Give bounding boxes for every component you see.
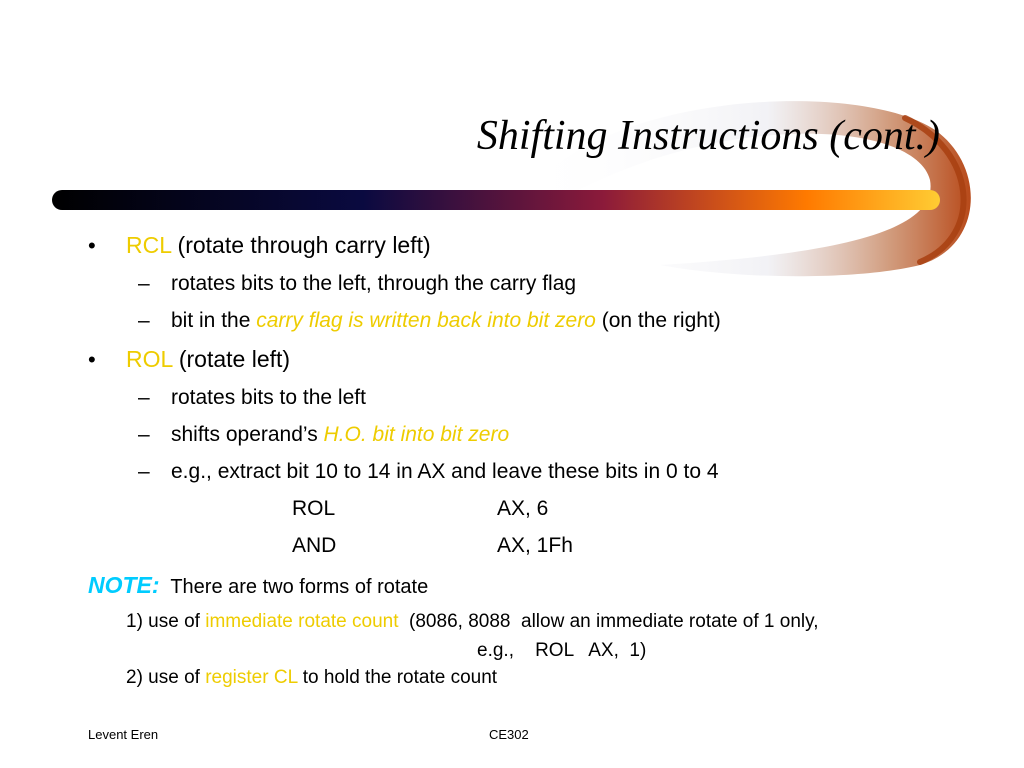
sub-rcl-2-post: (on the right) [595,309,721,332]
note-item-1-post: (8086, 8088 allow an immediate rotate of 1 only, [398,611,819,632]
dash-marker: – [138,423,150,446]
bullet-rol [126,346,290,373]
bullet-marker: • [88,233,96,258]
sub-rol-2 [171,423,509,447]
bullet-marker: • [88,347,96,372]
note-item-2-highlight: register CL [205,667,298,688]
note-item-2-pre: 2) use of [126,667,206,688]
dash-marker: – [138,272,150,295]
bullet-rol-text: (rotate left) [172,346,291,372]
keyword-rcl: RCL [126,232,172,258]
code-op: AND [292,534,337,557]
bullet-rcl [126,232,431,259]
code-op: ROL [292,497,336,520]
note-item-1-highlight: immediate rotate count [205,611,399,632]
sub-rcl-1: rotates bits to the left, through the carry flag [171,272,577,295]
dash-marker: – [138,386,150,409]
bullet-rcl-text: (rotate through carry left) [171,232,431,258]
sub-rcl-2-pre: bit in the [171,309,257,332]
note-label: NOTE: [88,572,160,598]
sub-rol-2-pre: shifts operand’s [171,423,324,446]
slide-title: Shifting Instructions (cont.) [476,113,940,159]
sub-rol-1: rotates bits to the left [171,386,366,409]
note-item-1 [126,611,819,633]
sub-rol-3: e.g., extract bit 10 to 14 in AX and leave these bits in 0 to 4 [171,460,719,483]
note-item-1-pre: 1) use of [126,611,206,632]
code-args: AX, 6 [497,497,549,520]
sub-rol-2-highlight: H.O. bit into bit zero [323,423,510,446]
note-item-2-post: to hold the rotate count [297,667,498,688]
note-item-2 [126,667,497,689]
code-args: AX, 1Fh [497,534,573,557]
note-text: There are two forms of rotate [170,576,429,598]
keyword-rol: ROL [126,346,173,372]
sub-rcl-2 [171,309,721,333]
note-line [88,572,428,599]
note-item-1-cont: e.g., ROL AX, 1) [477,640,647,661]
dash-marker: – [138,309,150,332]
footer-author: Levent Eren [88,727,159,742]
dash-marker: – [138,460,150,483]
sub-rcl-2-highlight: carry flag is written back into bit zero [256,309,596,332]
title-bar [52,190,940,210]
footer-course: CE302 [489,727,529,742]
